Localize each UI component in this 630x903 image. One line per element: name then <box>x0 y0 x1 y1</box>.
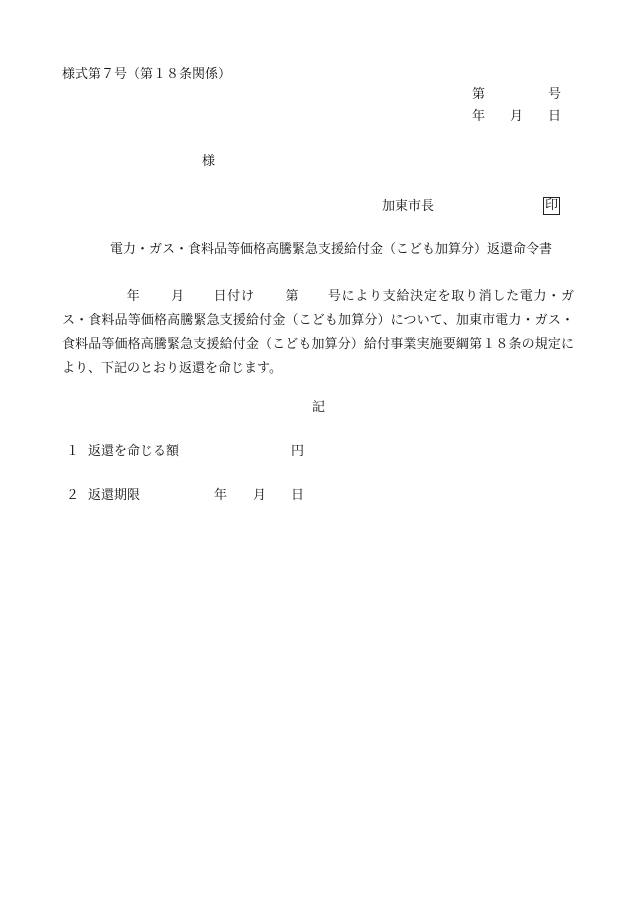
body-paragraph <box>62 285 574 381</box>
item-1-unit: 円 <box>291 444 305 459</box>
item-2-number: ２ <box>66 488 80 503</box>
item-1-number: １ <box>66 444 80 459</box>
item-2-month: 月 <box>253 488 267 503</box>
body-year: 年 <box>126 289 141 304</box>
addressee-suffix: 様 <box>202 154 216 169</box>
document-title: 電力・ガス・食料品等価格高騰緊急支援給付金（こども加算分）返還命令書 <box>110 242 553 257</box>
item-2-label: 返還期限 <box>88 488 141 503</box>
date-year: 年 <box>472 109 486 124</box>
issuer-title: 加東市長 <box>382 199 435 214</box>
seal-label: 印 <box>545 198 559 213</box>
date-month: 月 <box>510 109 524 124</box>
form-label: 様式第７号（第１８条関係） <box>62 67 232 82</box>
body-text: 号により支給決定を取り消した電力・ガス・食料品等価格高騰緊急支援給付金（こども加算分）について、加東市電力・ガス・食料品等価格高騰緊急支援給付金（こども加算分）給付事業実施要綱第１８条の規定により、下記のとおり返還を命じます。 <box>62 289 574 376</box>
body-dated: 日付け <box>212 289 255 304</box>
doc-number-go: 号 <box>548 87 562 102</box>
seal-mark <box>543 197 560 215</box>
ki-heading: 記 <box>312 400 326 415</box>
date-day: 日 <box>548 109 562 124</box>
item-1-label: 返還を命じる額 <box>88 444 180 459</box>
body-dai: 第 <box>284 289 300 304</box>
doc-number-dai: 第 <box>472 87 486 102</box>
body-month: 月 <box>170 289 185 304</box>
item-2-year: 年 <box>214 488 228 503</box>
item-2-day: 日 <box>291 488 305 503</box>
